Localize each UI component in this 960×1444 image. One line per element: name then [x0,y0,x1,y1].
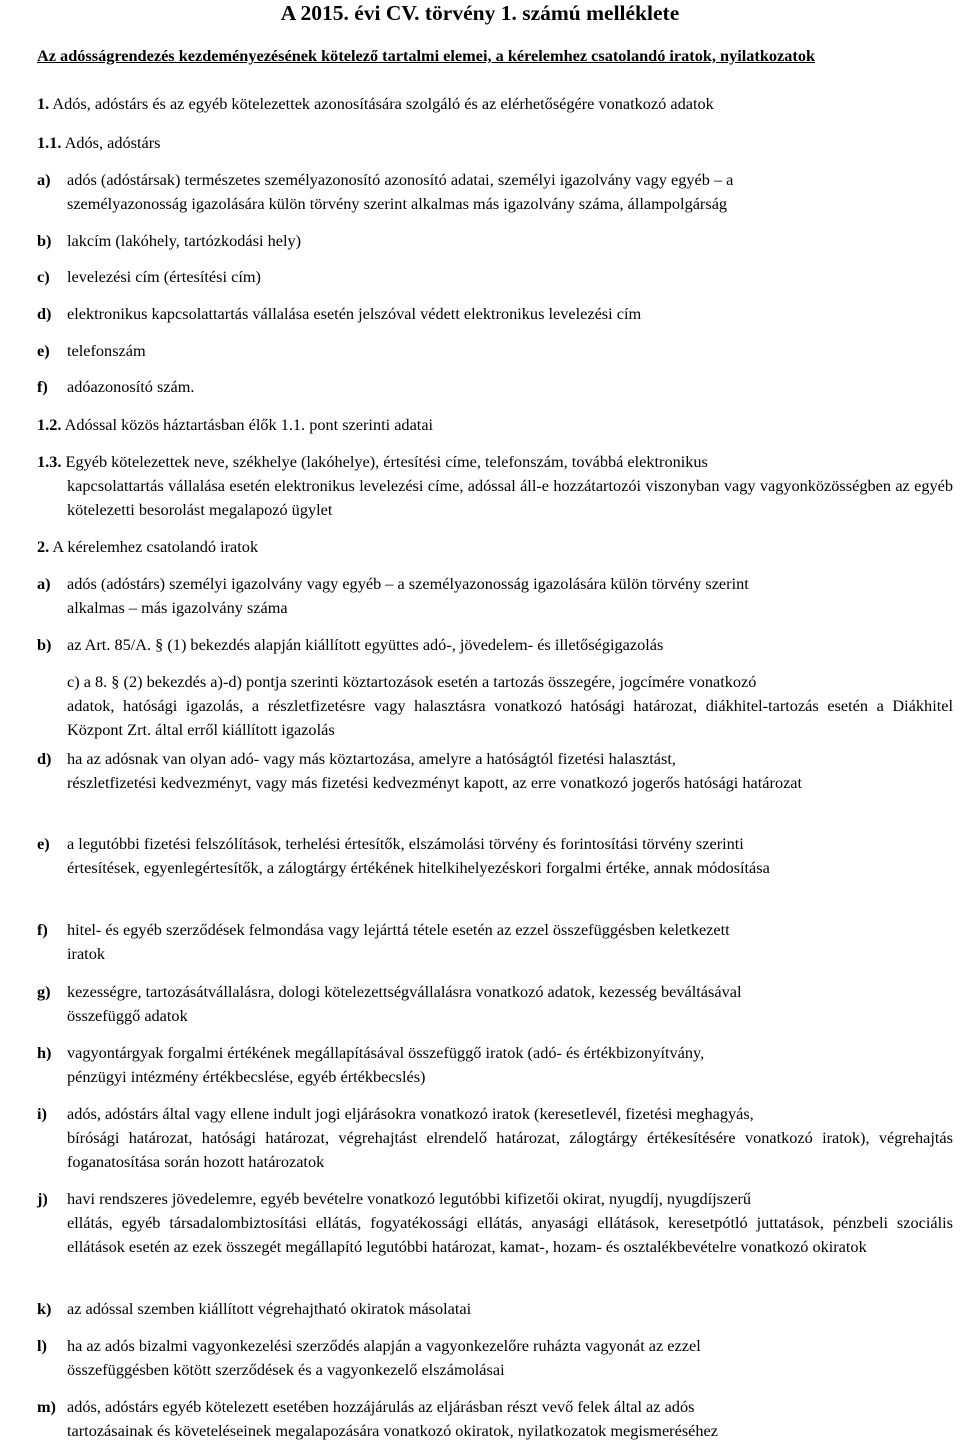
item-rest: összefüggő adatok [67,1006,188,1025]
section-number: 1. [37,94,50,113]
section-1-2-heading [37,413,953,437]
list-item [37,1187,953,1259]
item-label: j) [37,1189,48,1208]
item-rest: bírósági határozat, hatósági határozat, végrehajtást elrendelő határozat, zálogtárgy értékesítésére vonatkozó iratok), végrehajtás foganatosítása során hozott határozatok [67,1128,953,1171]
item-first-line: ha az adósnak van olyan adó- vagy más köztartozása, amelyre a hatóságtól fizetési halasztást, [67,749,676,768]
item-rest: részletfizetési kedvezményt, vagy más fizetési kedvezményt kapott, az erre vonatkozó jogerős hatósági határozat [67,773,803,792]
section-number: 1.1. [37,133,62,152]
list-item [37,633,953,657]
item-label: a) [37,574,51,593]
section-text: Adós, adóstárs [64,133,161,152]
list-item [37,918,953,966]
section-number: 1.2. [37,415,62,434]
item-rest: pénzügyi intézmény értékbecslése, egyéb értékbecslés) [67,1067,426,1086]
section-first-line: Egyéb kötelezettek neve, székhelye (lakóhelye), értesítési címe, telefonszám, továbbá elektronikus [65,452,708,471]
list-item [37,229,953,253]
section-text: Adóssal közös háztartásban élők 1.1. pont szerinti adatai [64,415,434,434]
list-item [37,1102,953,1174]
item-text: az Art. 85/A. § (1) bekezdés alapján kiállított együttes adó-, jövedelem- és illetőségigazolás [67,635,664,654]
item-label: e) [37,834,50,853]
section-2-heading [37,535,953,559]
item-text [67,1041,953,1089]
item-label: b) [37,231,52,250]
item-rest: személyazonosság igazolására külön törvény szerint alkalmas más igazolvány száma, állampolgárság [67,194,728,213]
item-label: c) [67,672,80,691]
list-item [37,572,953,620]
list-item [37,375,953,399]
section-number: 1.3. [37,452,62,471]
item-label: d) [37,304,52,323]
item-rest: adatok, hatósági igazolás, a részletfizetésre vagy halasztásra vonatkozó hatósági határozat, diákhitel-tartozás esetén a Diákhitel Központ Zrt. által erről kiállított igazolás [67,696,953,739]
item-text: telefonszám [67,341,146,360]
item-rest: iratok [67,944,105,963]
list-item [37,265,953,289]
item-label: d) [37,749,52,768]
section-1-3 [37,450,953,522]
list-item [37,339,953,363]
list-item [37,1334,953,1382]
item-text [67,1395,953,1443]
item-label: m) [37,1397,56,1416]
item-label: h) [37,1043,52,1062]
list-item [37,980,953,1028]
list-item [37,1297,953,1321]
item-text: elektronikus kapcsolattartás vállalása esetén jelszóval védett elektronikus levelezési cím [67,304,642,323]
item-label: f) [37,920,48,939]
list-item [37,168,953,216]
item-label: l) [37,1336,47,1355]
item-first-line: adós (adóstárs) személyi igazolvány vagy egyéb – a személyazonosság igazolására külön törvény szerint [67,574,749,593]
item-text: az adóssal szemben kiállított végrehajtható okiratok másolatai [67,1299,472,1318]
item-rest: alkalmas – más igazolvány száma [67,598,288,617]
item-text [67,980,953,1028]
item-label: k) [37,1299,52,1318]
item-first-line: vagyontárgyak forgalmi értékének megállapításával összefüggő iratok (adó- és értékbizonyítvány, [67,1043,705,1062]
document-title: A 2015. évi CV. törvény 1. számú melléklete [280,1,680,25]
item-text [67,747,953,795]
item-label: i) [37,1104,47,1123]
item-rest: összefüggésben kötött szerződések és a vagyonkezelő elszámolásai [67,1360,505,1379]
item-rest: értesítések, egyenlegértesítők, a zálogtárgy értékének hitelkihelyezéskori forgalmi értéke, annak módosítása [67,858,770,877]
section-rest: kapcsolattartás vállalása esetén elektronikus levelezési címe, adóssal áll-e hozzátartozói viszonyban vagy vagyonközösségben az egyéb kötelezetti besorolást megalapozó ügylet [67,476,953,519]
item-rest: ellátás, egyéb társadalombiztosítási ellátás, fogyatékossági ellátás, anyasági ellátások, keresetpótló juttatások, pénzbeli szociális ellátások esetén az ezek összegét megállapító legutóbbi határozat, kamat-, hozam- és osztalékbevételre vonatkozó okiratok [67,1213,953,1256]
item-first-line: ha az adós bizalmi vagyonkezelési szerződés alapján a vagyonkezelőre ruházta vagyonát az ezzel [67,1336,701,1355]
list-item [37,747,953,795]
item-text [67,918,953,966]
list-item [37,832,953,880]
item-label: c) [37,267,50,286]
item-first-line: adós, adóstárs által vagy ellene indult jogi eljárásokra vonatkozó iratok (keresetlevél, fizetési meghagyás, [67,1104,754,1123]
item-text: levelezési cím (értesítési cím) [67,267,261,286]
item-text [67,1102,953,1174]
item-label: a) [37,170,51,189]
item-text [67,832,953,880]
item-first-line [67,670,953,694]
item-first-line: adós (adóstársak) természetes személyazonosító azonosító adatai, személyi igazolvány vagy egyéb – a [67,170,734,189]
item-label: g) [37,982,51,1001]
item-first-line: adós, adóstárs egyéb kötelezett esetében hozzájárulás az eljárásban részt vevő felek által az adós [67,1397,695,1416]
section-1-1-heading [37,131,953,155]
item-first-text: a 8. § (2) bekezdés a)-d) pontja szerinti köztartozások esetén a tartozás összegére, jogcímére vonatkozó [83,672,757,691]
list-item [37,1395,953,1443]
item-label: e) [37,341,50,360]
section-text: Adós, adóstárs és az egyéb kötelezettek azonosítására szolgáló és az elérhetőségére vonatkozó adatok [52,94,714,113]
item-text: adóazonosító szám. [67,377,195,396]
item-text [67,1334,953,1382]
item-first-line: kezességre, tartozásátvállalásra, dologi kötelezettségvállalásra vonatkozó adatok, kezesség beváltásával [67,982,742,1001]
document-subtitle: Az adósságrendezés kezdeményezésének kötelező tartalmi elemei, a kérelemhez csatolandó iratok, nyilatkozatok [37,46,816,65]
item-text [67,168,953,216]
item-first-line: hitel- és egyéb szerződések felmondása vagy lejárttá tétele esetén az ezzel összefüggésben keletkezett [67,920,730,939]
section-1-heading [37,92,953,116]
item-text [67,1187,953,1259]
item-label: f) [37,377,48,396]
list-item [37,670,953,742]
list-item [37,1041,953,1089]
item-text: lakcím (lakóhely, tartózkodási hely) [67,231,302,250]
item-first-line: havi rendszeres jövedelemre, egyéb bevételre vonatkozó legutóbbi kifizetői okirat, nyugdíj, nyugdíjszerű [67,1189,752,1208]
item-text [67,572,953,620]
list-item [37,302,953,326]
item-text [67,670,953,742]
section-number: 2. [37,537,50,556]
section-text: A kérelemhez csatolandó iratok [52,537,259,556]
item-first-line: a legutóbbi fizetési felszólítások, terhelési értesítők, elszámolási törvény és forintosítási törvény szerinti [67,834,744,853]
item-rest: tartozásainak és követeléseinek megalapozására vonatkozó okiratok, nyilatkozatok megismeréséhez [67,1421,718,1440]
item-label: b) [37,635,52,654]
